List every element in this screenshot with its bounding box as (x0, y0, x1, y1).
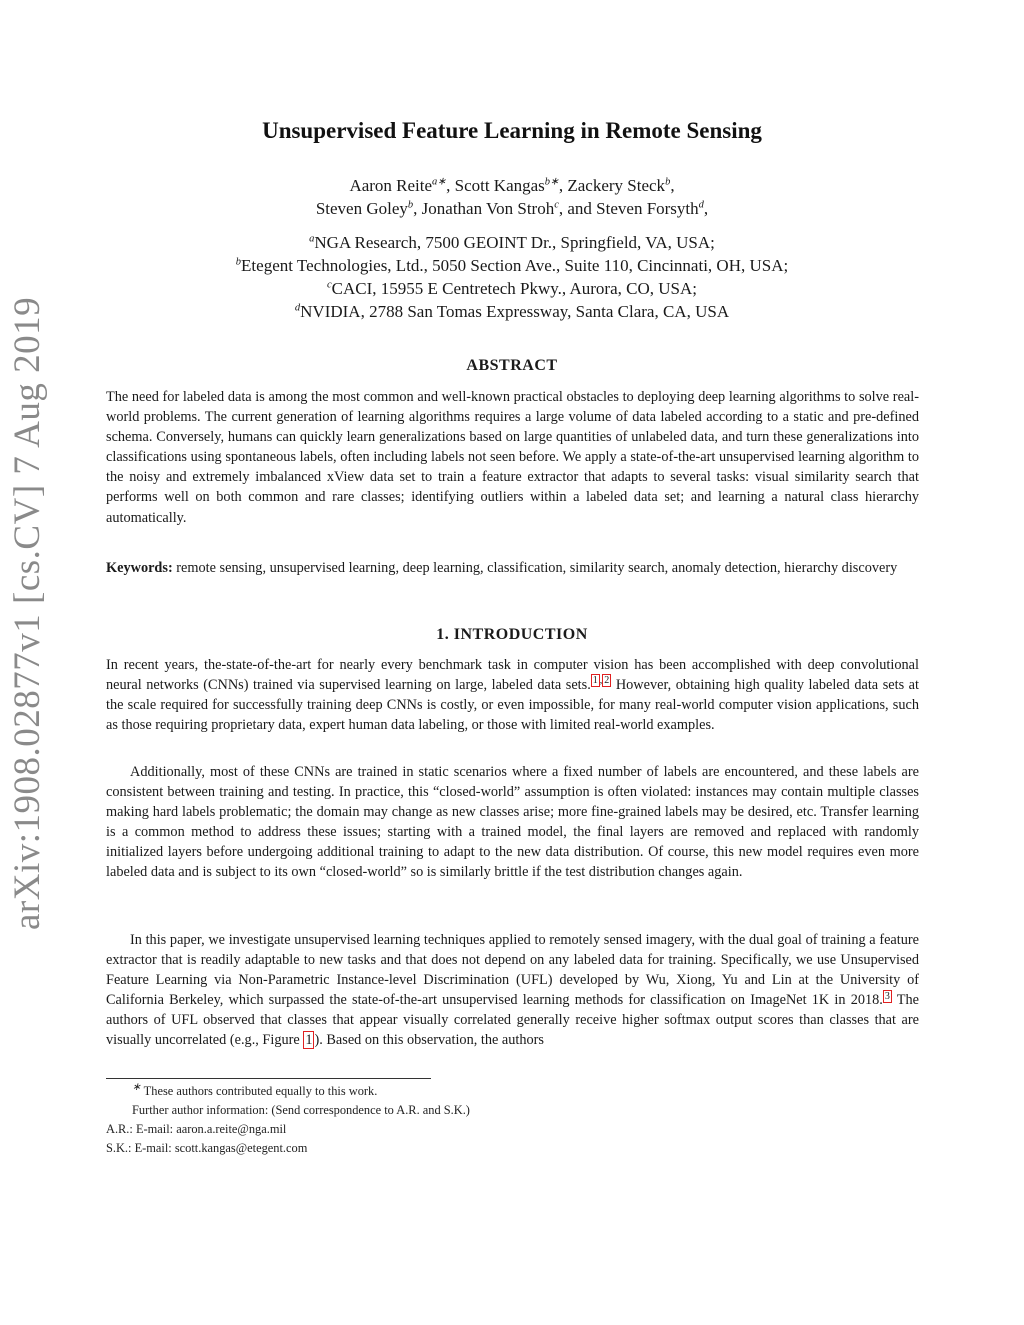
author-sep: , (703, 199, 709, 218)
citation-link[interactable]: 1 (592, 675, 598, 687)
paragraph-text: The authors of UFL observed that classes that appear visually correlated generally receive higher softmax output scores than classes that are visually uncorrelated (e.g., Figure (106, 992, 919, 1049)
affiliation-a (0, 231, 1024, 254)
keywords (106, 558, 919, 578)
abstract-text: The need for labeled data is among the most common and well-known practical obstacles to deploying deep learning algorithms to solve real-world problems. The current generation of learning algorithms requires a large volume of data labeled according to a static and pre-defined schema. Conversely, humans can quickly learn generalizations based on large quantities of unlabeled data, and turn these generalizations into classifications using spontaneous labels, often including labels not seen before. We apply a state-of-the-art unsupervised learning algorithm to the noisy and extremely imbalanced xView data set to train a feature extractor that adapts to several tasks: visual similarity search that performs well on both common and rare classes; identifying outliers within a labeled data set; and learning a natural class hierarchy automatically. (106, 389, 919, 526)
footnote-3: A.R.: E-mail: aaron.a.reite@nga.mil (106, 1122, 287, 1136)
author-line-2 (0, 197, 1024, 220)
author-affil-mark: d (698, 199, 704, 211)
affil-mark: b (235, 256, 242, 268)
footnotes (106, 1082, 919, 1158)
introduction-heading: 1. INTRODUCTION (436, 626, 588, 643)
affil-text: CACI, 15955 E Centretech Pkwy., Aurora, CO, USA; (331, 279, 697, 298)
author-affil-mark: b∗ (544, 176, 559, 188)
paragraph-text: ). Based on this observation, the authors (314, 1032, 544, 1049)
figure-link[interactable]: 1 (305, 1032, 313, 1049)
author-name: , Jonathan Von Stroh (413, 199, 555, 218)
paragraph-text: However, obtaining high quality labeled data sets at the scale required for successfully training deep CNNs is costly, or even impossible, for many real-world computer vision applications, such as those requiring proprietary data, expert human data labeling, or those with limited real-world examples. (106, 677, 919, 734)
affil-mark: a (309, 233, 315, 245)
footnote-4: S.K.: E-mail: scott.kangas@etegent.com (106, 1141, 308, 1155)
footnote-text: These authors contributed equally to this work. (140, 1084, 378, 1098)
affil-mark: d (294, 302, 301, 314)
author-name: , and Steven Forsyth (558, 199, 699, 218)
affiliation-d (0, 300, 1024, 323)
author-name: , Scott Kangas (446, 176, 545, 195)
citation-link[interactable]: 2 (604, 675, 610, 687)
author-list (0, 174, 1024, 220)
affil-mark: c (327, 279, 332, 291)
citation-link[interactable]: 3 (884, 990, 890, 1002)
affiliation-list (0, 231, 1024, 323)
keywords-label: Keywords: (106, 560, 173, 576)
author-name: Steven Goley (315, 199, 408, 218)
author-name: Aaron Reite (349, 176, 433, 195)
author-affil-mark: b (407, 199, 414, 211)
footnote-2: Further author information: (Send correspondence to A.R. and S.K.) (132, 1103, 470, 1117)
abstract-heading: ABSTRACT (466, 357, 558, 374)
author-affil-mark: b (665, 176, 671, 188)
author-line-1 (0, 174, 1024, 197)
author-name: , Zackery Steck (558, 176, 666, 195)
affil-text: Etegent Technologies, Ltd., 5050 Section Ave., Suite 110, Cincinnati, OH, USA; (241, 256, 789, 275)
arxiv-identifier: arXiv:1908.02877v1 [cs.CV] 7 Aug 2019 (7, 296, 48, 930)
keywords-text: remote sensing, unsupervised learning, deep learning, classification, similarity search, anomaly detection, hierarchy discovery (172, 560, 898, 576)
affiliation-b (0, 254, 1024, 277)
paragraph-text: In recent years, the-state-of-the-art for nearly every benchmark task in computer vision has been accomplished with deep convolutional neural networks (CNNs) trained via supervised learning on large, labeled data sets. (106, 657, 919, 694)
paragraph-text: In this paper, we investigate unsupervised learning techniques applied to remotely sensed imagery, with the dual goal of training a feature extractor that is readily adaptable to new tasks and that does not depend on any labeled data for training. Specifically, we use Unsupervised Feature Learning via Non-Parametric Instance-level Discrimination (UFL) developed by Wu, Xiong, Yu and Lin at the University of California Berkeley, which surpassed the state-of-the-art unsupervised learning methods for classification on ImageNet 1K in 2018. (106, 932, 919, 1009)
paper-title: Unsupervised Feature Learning in Remote Sensing (262, 118, 762, 143)
author-sep: , (670, 176, 675, 195)
citation-sep: , (599, 675, 603, 687)
affiliation-c (0, 277, 1024, 300)
intro-paragraph-1 (106, 655, 919, 735)
footnote-mark: ∗ (132, 1081, 141, 1093)
affil-text: NVIDIA, 2788 San Tomas Expressway, Santa Clara, CA, USA (300, 302, 730, 321)
affil-text: NGA Research, 7500 GEOINT Dr., Springfield, VA, USA; (314, 233, 715, 252)
intro-paragraph-2: Additionally, most of these CNNs are trained in static scenarios where a fixed number of labels are encountered, and these labels are consistent between training and testing. In practice, this “closed-world” assumption is often violated: instances may contain multiple classes making hard labels problematic; the domain may change as new classes arise; more fine-grained labels may be desired, etc. Transfer learning is a common method to address these issues; starting with a trained model, the final layers are removed and replaced with randomly initialized layers before undergoing additional training to adapt to the new data distribution. Of course, this new model requires even more labeled data and is subject to its own “closed-world” so is similarly brittle if the test distribution changes again. (106, 764, 919, 881)
author-affil-mark: a∗ (432, 176, 447, 188)
author-affil-mark: c (554, 199, 559, 211)
footnote-1 (106, 1082, 919, 1101)
footnote-divider (106, 1078, 431, 1079)
intro-paragraph-3 (106, 930, 919, 1051)
